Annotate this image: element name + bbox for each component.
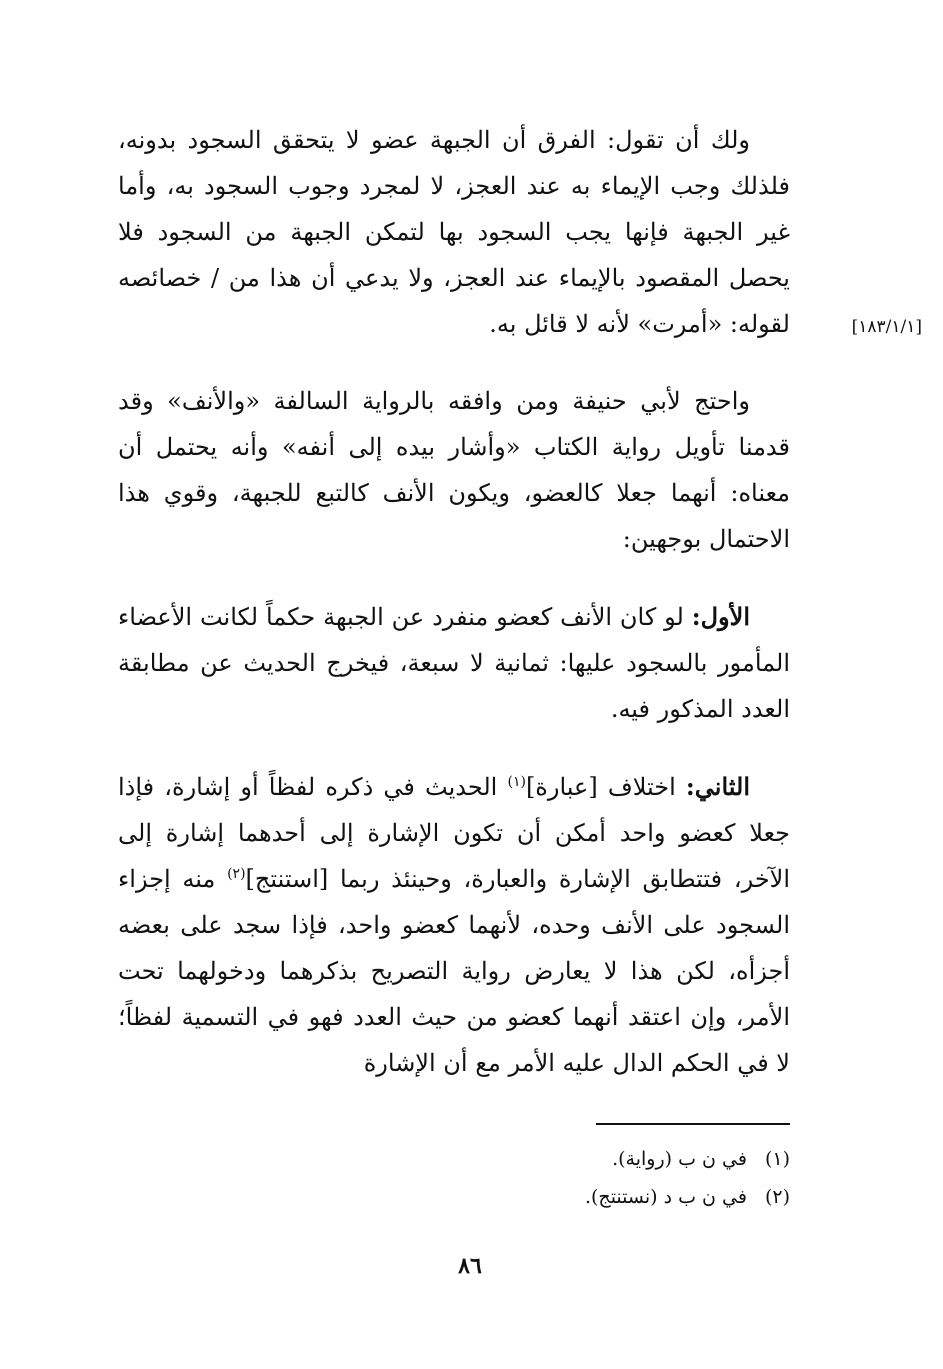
footnote-1-number: (١) (764, 1148, 790, 1170)
paragraph-4-text-a: اختلاف [عبارة] (525, 773, 676, 801)
footnote-2-text: في ن ب د (نستنتج). (584, 1186, 747, 1208)
footnote-ref-2[interactable]: (٢) (227, 866, 246, 882)
footnote-divider (596, 1123, 790, 1125)
paragraph-1 (118, 117, 790, 347)
paragraph-4 (118, 764, 790, 1086)
paragraph-3-body (118, 594, 790, 732)
footnote-ref-1[interactable]: (١) (507, 774, 526, 790)
paragraph-2-text: واحتج لأبي حنيفة ومن وافقه بالرواية السالفة «والأنف» وقد قدمنا تأويل رواية الكتاب «وأشار بيده إلى أنفه» وأنه يحتمل أن معناه: أنهما جعلا كالعضو، ويكون الأنف كالتبع للجبهة، وقوي هذا الاحتمال بوجهين: (118, 387, 790, 553)
margin-reference: [١٨٣/١/١] (851, 317, 922, 337)
paragraph-4-text-c: منه إجزاء السجود على الأنف وحده، لأنهما كعضو واحد، فإذا سجد على بعضه أجزأه، لكن هذا لا يعارض رواية التصريح بذكرهما ودخولهما تحت الأمر، وإن اعتقد أنهما كعضو من حيث العدد فهو في التسمية لفظاً؛ لا في الحكم الدال عليه الأمر مع أن الإشارة (118, 865, 790, 1077)
paragraph-4-body (118, 764, 790, 1086)
paragraph-4-lead: الثاني: (685, 772, 750, 801)
footnote-1 (500, 1140, 790, 1178)
footnote-2 (500, 1178, 790, 1216)
paragraph-4-text-b: الحديث في ذكره لفظاً أو إشارة، فإذا جعلا كعضو واحد أمكن أن تكون الإشارة إلى أحدهما إشارة إلى الآخر، فتتطابق الإشارة والعبارة، وحينئذ ربما [استنتج] (118, 773, 791, 893)
page-number: ٨٦ (458, 1253, 482, 1279)
paragraph-3-lead: الأول: (691, 602, 750, 631)
paragraph-3 (118, 594, 790, 732)
paragraph-3-text: لو كان الأنف كعضو منفرد عن الجبهة حكماً لكانت الأعضاء المأمور بالسجود عليها: ثمانية لا سبعة، فيخرج الحديث عن مطابقة العدد المذكور فيه. (118, 603, 790, 723)
footnotes (500, 1140, 790, 1216)
footnote-1-text: في ن ب (رواية). (612, 1148, 747, 1170)
paragraph-2 (118, 378, 790, 562)
paragraph-1-text: ولك أن تقول: الفرق أن الجبهة عضو لا يتحقق السجود بدونه، فلذلك وجب الإيماء به عند العجز، لا لمجرد وجوب السجود به، وأما غير الجبهة فإنها يجب السجود بها لتمكن الجبهة من السجود فلا يحصل المقصود بالإيماء عند العجز، ولا يدعي أن هذا من / خصائصه لقوله: «أمرت» لأنه لا قائل به. (118, 126, 790, 338)
footnote-2-number: (٢) (764, 1186, 790, 1208)
